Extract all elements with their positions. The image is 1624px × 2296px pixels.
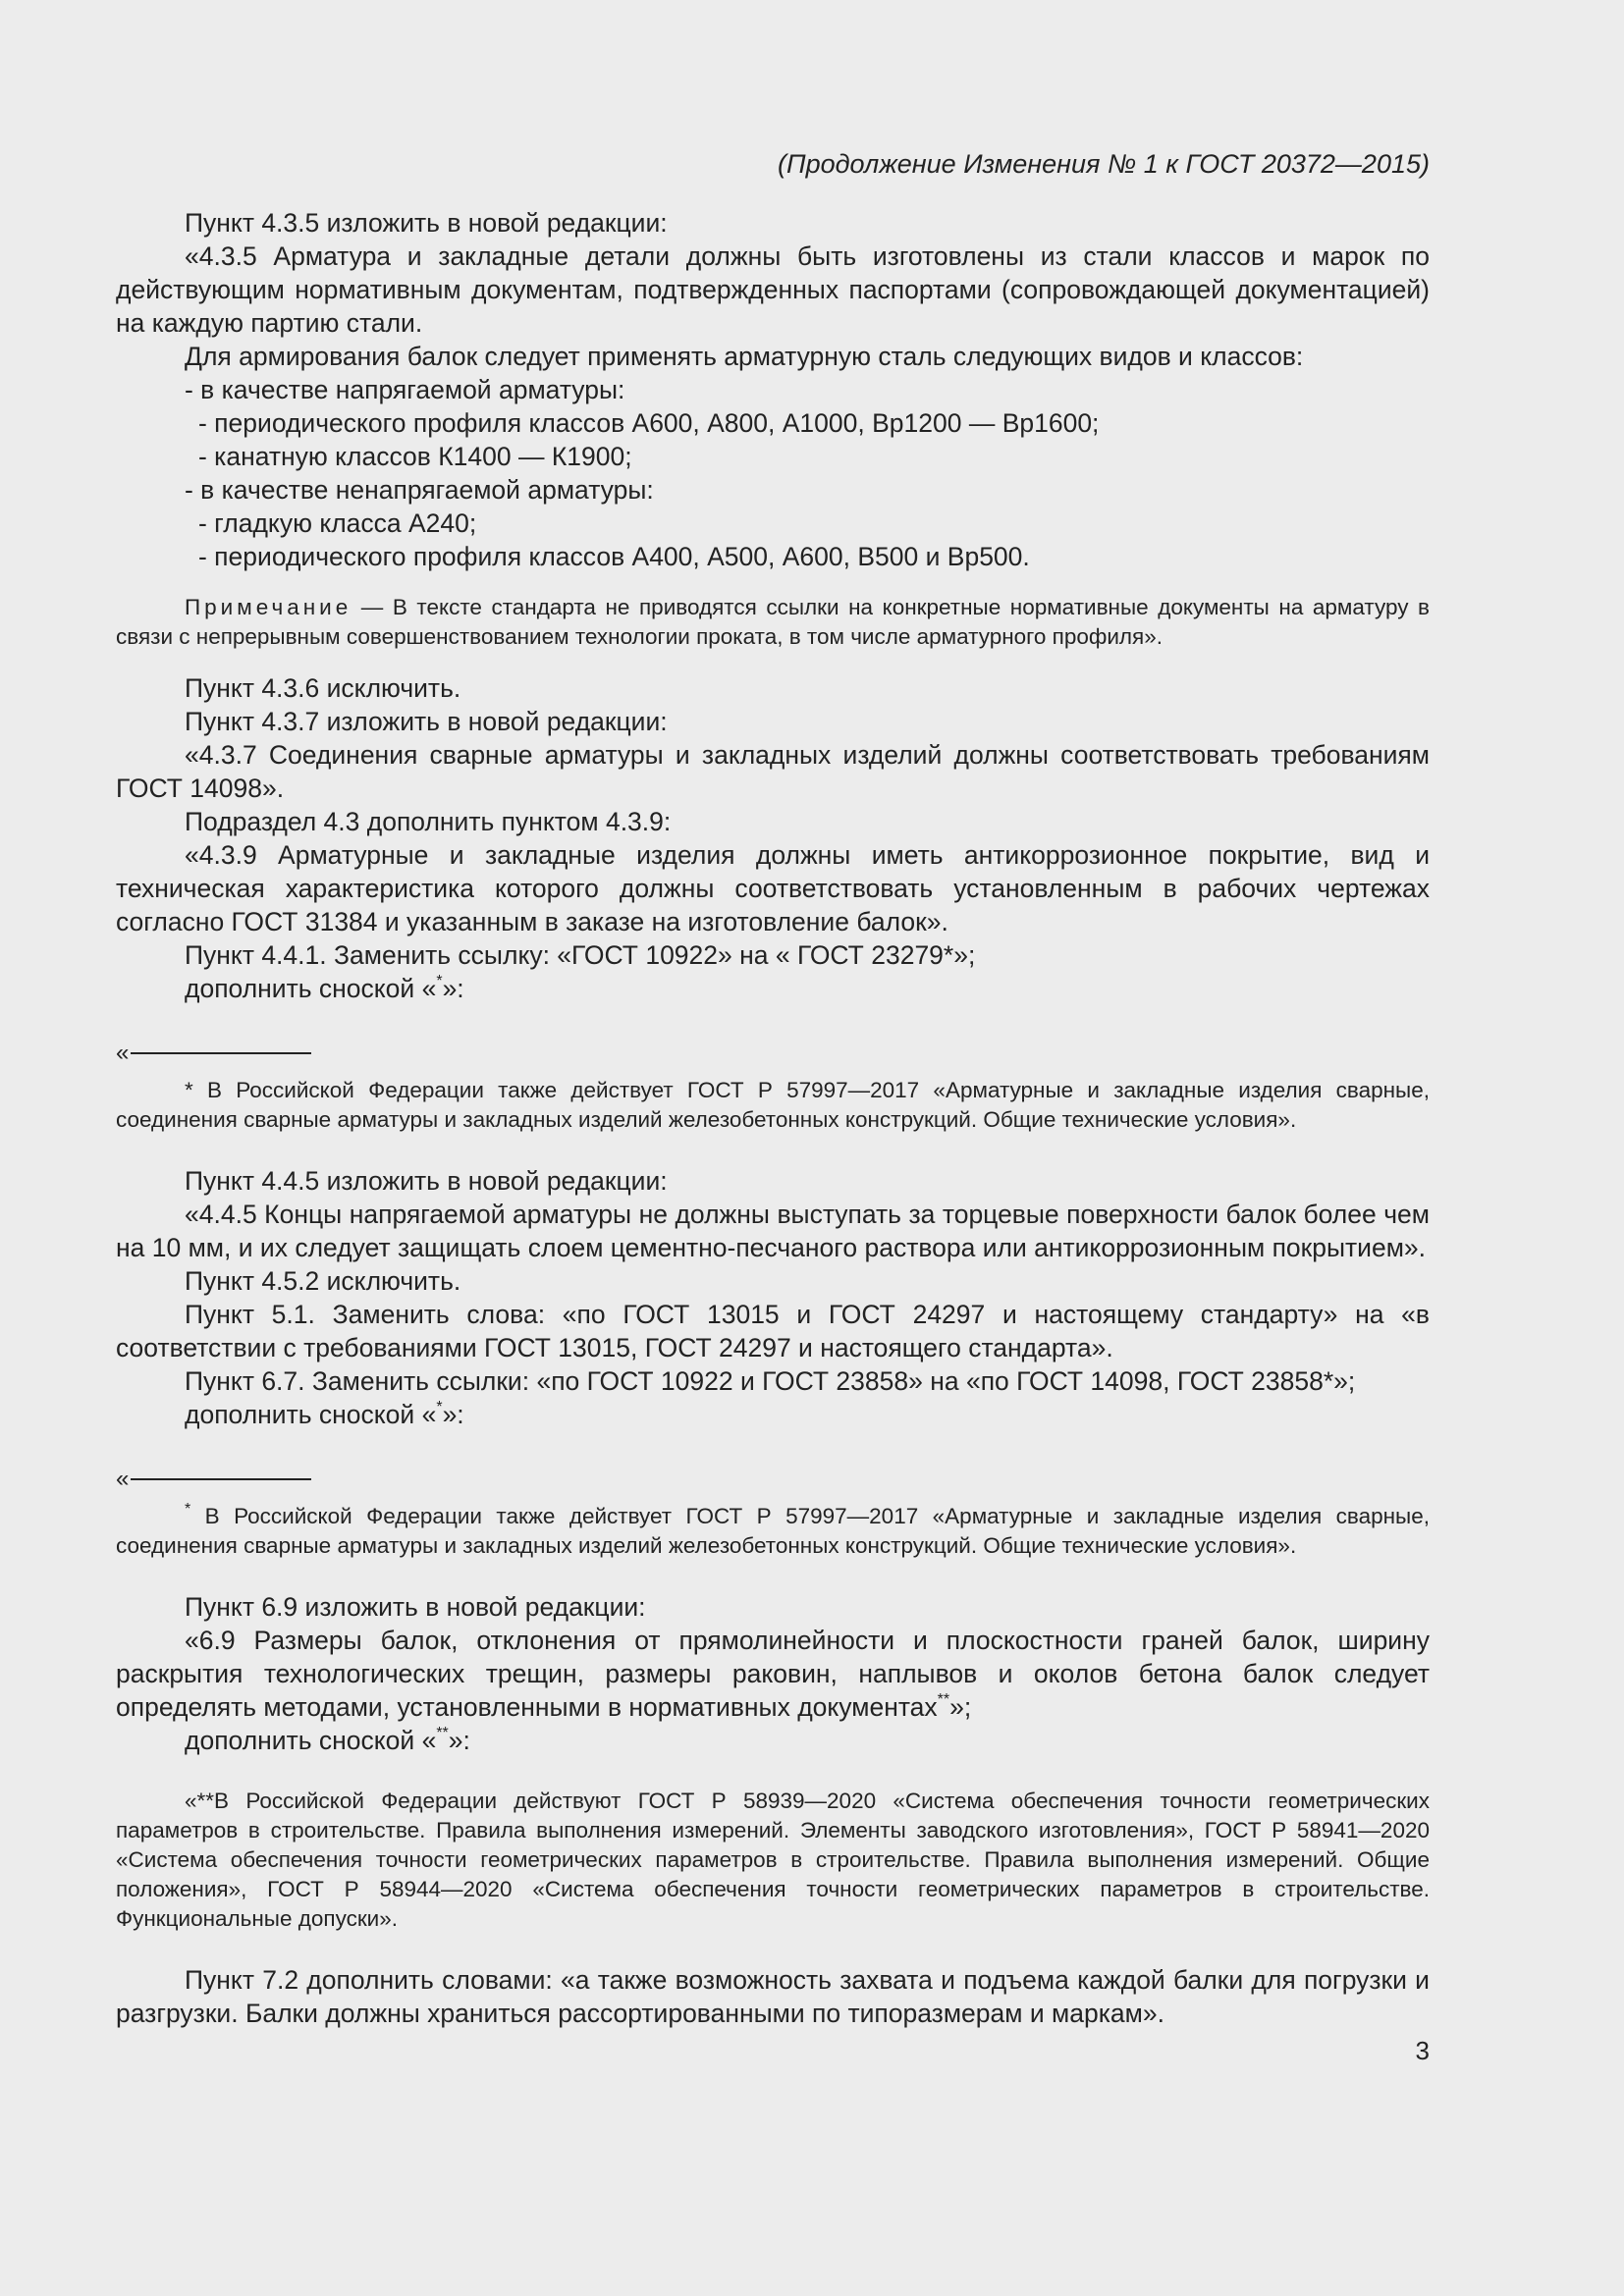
paragraph: Пункт 4.3.7 изложить в новой редакции:: [185, 707, 668, 736]
text: «6.9 Размеры балок, отклонения от прямолинейности и плоскостности граней балок, ширину раскрытия технологических трещин, размеры раковин, наплывов и околов бетона балок следует определять методами, установленными в нормативных документах: [116, 1626, 1430, 1722]
text: »:: [448, 1726, 470, 1755]
list-item: - гладкую класса А240;: [198, 508, 477, 538]
text: дополнить сноской «: [185, 1400, 437, 1429]
paragraph: Пункт 6.7. Заменить ссылки: «по ГОСТ 10922 и ГОСТ 23858» на «по ГОСТ 14098, ГОСТ 23858*»;: [185, 1366, 1356, 1396]
paragraph: «4.3.7 Соединения сварные арматуры и закладных изделий должны соответствовать требованиям ГОСТ 14098».: [116, 740, 1430, 803]
text: дополнить сноской «: [185, 974, 437, 1003]
list-item: - канатную классов К1400 — К1900;: [198, 442, 632, 471]
footnote-marker: **: [937, 1691, 950, 1709]
list-item: - в качестве ненапрягаемой арматуры:: [185, 475, 654, 505]
list-item: - периодического профиля классов А400, А500, А600, В500 и Вр500.: [198, 542, 1030, 571]
footnote: * В Российской Федерации также действует ГОСТ Р 57997—2017 «Арматурные и закладные изделия сварные, соединения сварные арматуры и закладных изделий железобетонных конструкций. Общие технические условия».: [116, 1078, 1430, 1132]
paragraph: Пункт 4.3.6 исключить.: [185, 673, 461, 703]
footnote: «**В Российской Федерации действуют ГОСТ Р 58939—2020 «Система обеспечения точности геометрических параметров в строительстве. Правила выполнения измерений. Элементы заводского изготовления», ГОСТ Р 58941—2020 «Система обеспечения точности геометрических параметров в строительстве. Правила выполнения измерений. Общие положения», ГОСТ Р 58944—2020 «Система обеспечения точности геометрических параметров в строительстве. Функциональные допуски».: [116, 1789, 1430, 1931]
footnote-rule: [131, 1478, 311, 1480]
footnote-marker: *: [185, 1500, 191, 1518]
footnote-open-quote: «: [116, 1040, 130, 1066]
paragraph: Пункт 4.3.5 изложить в новой редакции:: [185, 208, 668, 238]
footnote-rule: [131, 1052, 311, 1054]
paragraph: Пункт 6.9 изложить в новой редакции:: [185, 1592, 646, 1622]
list-item: - в качестве напрягаемой арматуры:: [185, 375, 625, 404]
text: дополнить сноской «: [185, 1726, 437, 1755]
paragraph: [116, 1624, 1430, 1724]
page-number: 3: [1415, 2036, 1430, 2065]
footnote-separator: [116, 1467, 1430, 1492]
running-header: (Продолжение Изменения № 1 к ГОСТ 20372—2015): [778, 149, 1430, 179]
paragraph: «4.3.5 Арматура и закладные детали должны быть изготовлены из стали классов и марок по действующим нормативным документам, подтвержденных паспортами (сопровождающей документацией) на каждую партию стали.: [116, 241, 1430, 338]
footnote-marker: **: [436, 1725, 449, 1742]
footnote: [116, 1502, 1430, 1561]
paragraph: «4.4.5 Концы напрягаемой арматуры не должны выступать за торцевые поверхности балок более чем на 10 мм, и их следует защищать слоем цементно-песчаного раствора или антикоррозионным покрытием».: [116, 1200, 1430, 1262]
document-page: [116, 145, 1430, 2067]
note-label: Примечание: [185, 595, 352, 619]
paragraph: Пункт 4.5.2 исключить.: [185, 1266, 461, 1296]
paragraph: Пункт 5.1. Заменить слова: «по ГОСТ 13015 и ГОСТ 24297 и настоящему стандарту» на «в соответствии с требованиями ГОСТ 13015, ГОСТ 24297 и настоящего стандарта».: [116, 1300, 1430, 1362]
paragraph: «4.3.9 Арматурные и закладные изделия должны иметь антикоррозионное покрытие, вид и техническая характеристика которого должны соответствовать установленным в рабочих чертежах согласно ГОСТ 31384 и указанным в заказе на изготовление балок».: [116, 840, 1430, 936]
footnote-marker: *: [436, 1399, 443, 1416]
paragraph: Подраздел 4.3 дополнить пунктом 4.3.9:: [185, 807, 672, 836]
paragraph: [116, 1398, 1430, 1431]
footnote-text: В Российской Федерации также действует ГОСТ Р 57997—2017 «Арматурные и закладные изделия сварные, соединения сварные арматуры и закладных изделий железобетонных конструкций. Общие технические условия».: [116, 1504, 1430, 1558]
text: »:: [442, 1400, 464, 1429]
paragraph: Пункт 7.2 дополнить словами: «а также возможность захвата и подъема каждой балки для погрузки и разгрузки. Балки должны храниться рассортированными по типоразмерам и маркам».: [116, 1965, 1430, 2028]
footnote-marker: *: [436, 973, 443, 990]
paragraph: Пункт 4.4.1. Заменить ссылку: «ГОСТ 10922» на « ГОСТ 23279*»;: [185, 940, 976, 970]
paragraph: [116, 1724, 1430, 1757]
paragraph: [116, 972, 1430, 1005]
paragraph: Для армирования балок следует применять арматурную сталь следующих видов и классов:: [185, 342, 1304, 371]
footnote-open-quote: «: [116, 1466, 130, 1492]
footnote-separator: [116, 1041, 1430, 1066]
text: »:: [442, 974, 464, 1003]
note-text: — В тексте стандарта не приводятся ссылки на конкретные нормативные документы на арматуру в связи с непрерывным совершенствованием технологии проката, в том числе арматурного профиля».: [116, 595, 1430, 649]
text: »;: [949, 1692, 972, 1722]
note: [116, 593, 1430, 652]
list-item: - периодического профиля классов А600, А800, А1000, Вр1200 — Вр1600;: [198, 408, 1100, 438]
paragraph: Пункт 4.4.5 изложить в новой редакции:: [185, 1166, 668, 1196]
